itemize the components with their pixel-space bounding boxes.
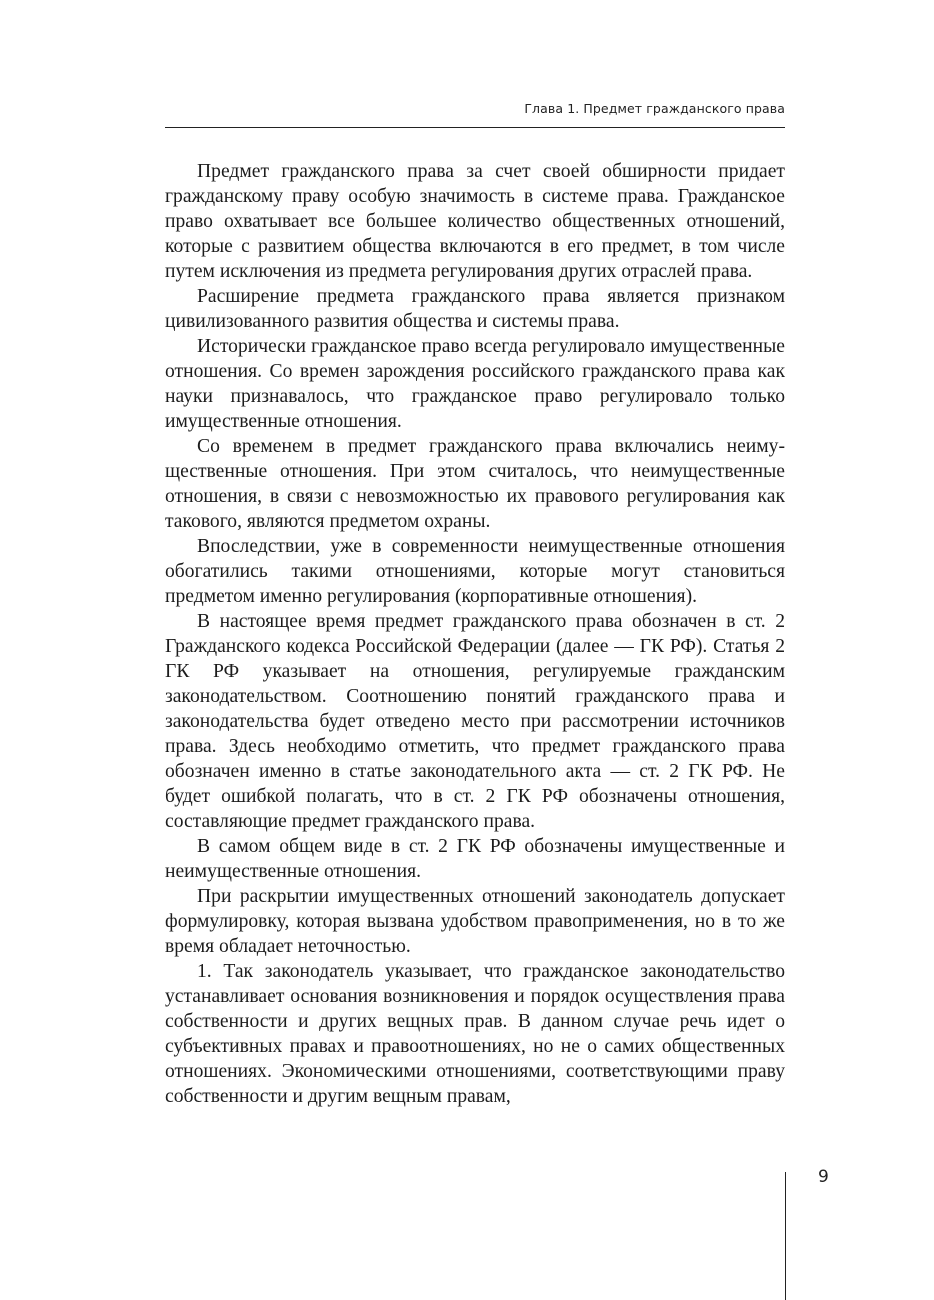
footer-vertical-rule xyxy=(785,1172,786,1300)
page-body xyxy=(165,159,785,1109)
paragraph-5: Впоследствии, уже в современности неимущественные отношения обогатились такими отношениями, которые могут становиться предметом именно регулирования (корпоративные отношения). xyxy=(165,536,785,607)
paragraph-2: Расширение предмета гражданского права является признаком цивилизованного развития общества и системы права. xyxy=(165,286,785,332)
running-header: Глава 1. Предмет гражданского права xyxy=(524,101,785,116)
paragraph-1: Предмет гражданского права за счет своей обширности придает гражданскому праву особую значимость в системе права. Гражданское право охватывает все большее количество общественных отношений, которые с развитием общества включаются в его предмет, в том числе путем исключения из предмета регулирования других отраслей права. xyxy=(165,161,785,282)
paragraph-7: В самом общем виде в ст. 2 ГК РФ обозначены имущественные и неимущественные отношения. xyxy=(165,836,785,882)
page-number: 9 xyxy=(818,1167,829,1187)
paragraph-3: Исторически гражданское право всегда регулировало имущественные отношения. Со времен зарождения российского гражданского права как науки признавалось, что гражданское право регулировало только имущественные отношения. xyxy=(165,336,785,432)
header-divider xyxy=(165,127,785,128)
paragraph-4: Со временем в предмет гражданского права включались неимущественные отношения. При этом считалось, что неимущественные отношения, в связи с невозможностью их правового регулирования как такового, являются предметом охраны. xyxy=(165,436,785,532)
paragraph-9: 1. Так законодатель указывает, что гражданское законодательство устанавливает основания возникновения и порядок осуществления права собственности и других вещных прав. В данном случае речь идет о субъективных правах и правоотношениях, но не о самих общественных отношениях. Экономическими отношениями, соответствующими праву собственности и другим вещным правам, xyxy=(165,961,785,1107)
paragraph-8: При раскрытии имущественных отношений законодатель допускает формулировку, которая вызвана удобством правоприменения, но в то же время обладает неточностью. xyxy=(165,886,785,957)
paragraph-6: В настоящее время предмет гражданского права обозначен в ст. 2 Гражданского кодекса Российской Федерации (далее — ГК РФ). Статья 2 ГК РФ указывает на отношения, регулируемые гражданским законодательством. Соотношению понятий гражданского права и законодательства будет отведено место при рассмотрении источников права. Здесь необходимо отметить, что предмет гражданского права обозначен именно в статье законодательного акта — ст. 2 ГК РФ. Не будет ошибкой полагать, что в ст. 2 ГК РФ обозначены отношения, составляющие предмет гражданского права. xyxy=(165,611,785,832)
